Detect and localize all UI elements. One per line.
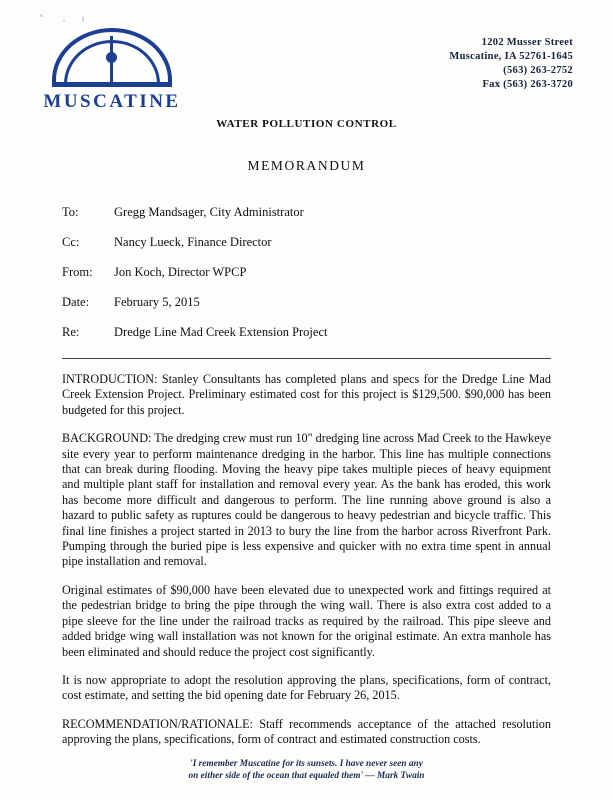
field-cc [62, 234, 551, 250]
city-logo-text: MUSCATINE [43, 91, 181, 112]
memo-body [0, 372, 613, 748]
paragraph-resolution: It is now appropriate to adopt the resolution approving the plans, specifications, form of contract, cost estimate, and setting the bid opening date for February 26, 2015. [62, 672, 551, 703]
field-date [62, 294, 551, 310]
document-header [0, 0, 613, 110]
field-cc-value: Nancy Lueck, Finance Director [114, 235, 272, 249]
department-title: WATER POLLUTION CONTROL [216, 118, 397, 130]
field-from [62, 264, 551, 280]
horizontal-divider [62, 358, 551, 359]
page-title: MEMORANDUM [247, 158, 366, 173]
field-from-label: From: [62, 265, 93, 279]
field-cc-label: Cc: [62, 235, 80, 249]
paragraph-introduction: INTRODUCTION: Stanley Consultants has completed plans and specs for the Dredge Line Mad Creek Extension Project. Preliminary estimated cost for this project is $129,500. $90,000 has been budgeted for this project. [62, 372, 551, 417]
footer-quote [0, 758, 613, 782]
field-date-label: Date: [62, 295, 90, 309]
address-line-phone: (563) 263-2752 [503, 65, 573, 76]
field-to-value: Gregg Mandsager, City Administrator [114, 205, 304, 219]
footer-quote-line-1: 'I remember Muscatine for its sunsets. I have never seen any [190, 759, 423, 769]
paragraph-recommendation: RECOMMENDATION/RATIONALE: Staff recommends acceptance of the attached resolution approving the plans, specifications, form of contract and estimated construction costs. [62, 716, 551, 747]
paragraph-estimates: Original estimates of $90,000 have been elevated due to unexpected work and fittings required at the pedestrian bridge to bring the pipe through the wing wall. There is also extra cost added to a pipe sleeve for the line under the railroad tracks as required by the railroad. This pipe sleeve and added bridge wing wall installation was not known for the original estimate. An extra manhole has been eliminated and should reduce the project cost significantly. [62, 582, 551, 659]
field-from-value: Jon Koch, Director WPCP [114, 265, 247, 279]
footer-quote-line-2: on either side of the ocean that equaled them' — Mark Twain [188, 771, 425, 781]
field-date-value: February 5, 2015 [114, 295, 200, 309]
address-block [449, 36, 573, 92]
field-re [62, 324, 551, 340]
field-re-value: Dredge Line Mad Creek Extension Project [114, 325, 328, 339]
field-re-label: Re: [62, 325, 80, 339]
memo-fields [0, 204, 613, 340]
city-arch-logo-icon [52, 28, 172, 86]
city-logo [42, 28, 182, 113]
field-to [62, 204, 551, 220]
address-line-street: 1202 Musser Street [481, 37, 573, 48]
field-to-label: To: [62, 205, 79, 219]
paragraph-background: BACKGROUND: The dredging crew must run 10" dredging line across Mad Creek to the Hawkeye site every year to perform maintenance dredging in the harbor. This line has multiple connections that can break during flooding. Moving the heavy pipe takes multiple pieces of heavy equipment and multiple plant staff for installation and removal every year. As the bank has eroded, this work has become more difficult and dangerous to perform. The line running above ground is also a hazard to public safety as ruptures could be dangerous to heavy pedestrian and bicycle traffic. This final line finishes a project started in 2013 to bury the line from the harbor across Riverfront Park. Pumping through the buried pipe is less expensive and quicker with no extra time spent in annual pipe installation and removal. [62, 431, 551, 569]
address-line-city: Muscatine, IA 52761-1645 [449, 51, 573, 62]
address-line-fax: Fax (563) 263-3720 [482, 79, 573, 90]
